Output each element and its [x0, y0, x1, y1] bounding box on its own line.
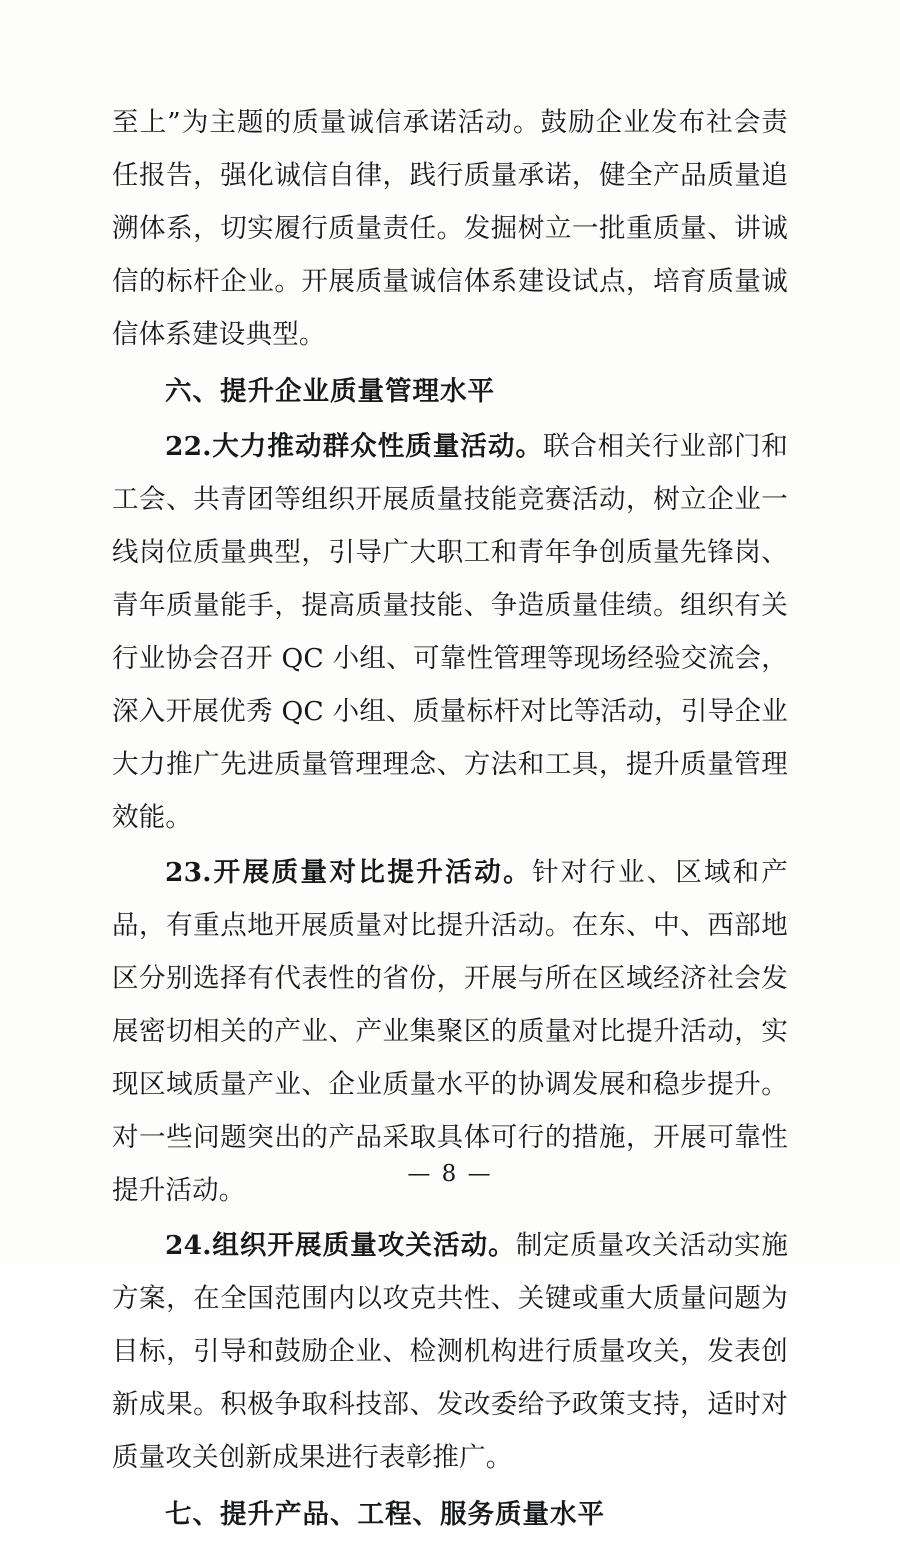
item-23-text: 针对行业、区域和产品，有重点地开展质量对比提升活动。在东、中、西部地区分别选择有代表性的省份，开展与所在区域经济社会发展密切相关的产业、产业集聚区的质量对比提升活动，实现区域质量产业、企业质量水平的协调发展和稳步提升。对一些问题突出的产品采取具体可行的措施，开展可靠性提升活动。 — [112, 857, 788, 1206]
item-23-lead: 开展质量对比提升活动。 — [211, 857, 533, 888]
section-heading-six: 六、提升企业质量管理水平 — [165, 376, 495, 407]
item-23-number: 23. — [165, 857, 212, 888]
numbered-item-24 — [112, 1219, 788, 1484]
page-content — [112, 96, 788, 1543]
item-24-text: 制定质量攻关活动实施方案，在全国范围内以攻克共性、关键或重大质量问题为目标，引导和鼓励企业、检测机构进行质量攻关，发表创新成果。积极争取科技部、发改委给予政策支持，适时对质量攻关创新成果进行表彰推广。 — [112, 1230, 789, 1473]
page-number: — 8 — — [407, 1161, 493, 1187]
item-24-lead: 组织开展质量攻关活动。 — [211, 1230, 516, 1261]
section-heading-seven: 七、提升产品、工程、服务质量水平 — [165, 1499, 605, 1530]
paragraph-continued: 至上”为主题的质量诚信承诺活动。鼓励企业发布社会责任报告，强化诚信自律，践行质量承诺，健全产品质量追溯体系，切实履行质量责任。发掘树立一批重质量、讲诚信的标杆企业。开展质量诚信体系建设试点，培育质量诚信体系建设典型。 — [112, 107, 788, 350]
item-24-number: 24. — [165, 1230, 212, 1261]
item-22-lead: 大力推动群众性质量活动。 — [211, 431, 544, 462]
item-22-number: 22. — [165, 431, 212, 462]
item-22-text: 联合相关行业部门和工会、共青团等组织开展质量技能竞赛活动，树立企业一线岗位质量典型，引导广大职工和青年争创质量先锋岗、青年质量能手，提高质量技能、争造质量佳绩。组织有关行业协会召开 QC 小组、可靠性管理等现场经验交流会，深入开展优秀 QC 小组、质量标杆对比等活动，引导企业大力推广先进质量管理理念、方法和工具，提升质量管理效能。 — [112, 431, 789, 833]
numbered-item-22 — [112, 420, 788, 844]
